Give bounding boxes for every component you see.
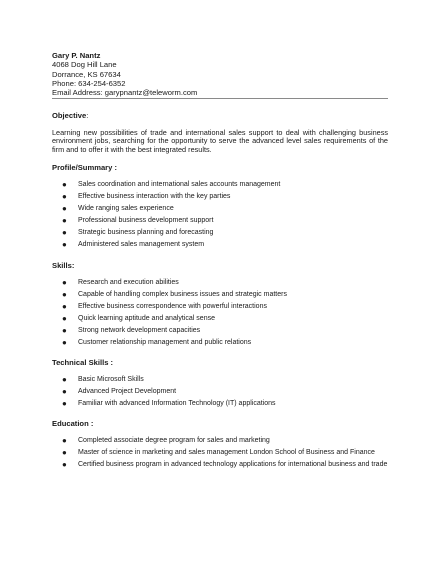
list-item-text: Administered sales management system [78,241,205,248]
bullet-icon: ● [62,326,67,335]
bullet-icon: ● [62,290,67,299]
list-item-text: Strategic business planning and forecasting [78,229,214,236]
technical-list [62,376,388,408]
bullet-icon: ● [62,192,67,201]
bullet-icon: ● [62,302,67,311]
list-item-text: Strong network development capacities [78,327,201,334]
list-item-text: Capable of handling complex business issues and strategic matters [78,291,287,298]
list-item [62,339,388,347]
bullet-icon: ● [62,180,67,189]
education-colon: : [88,419,94,428]
profile-heading [52,163,117,172]
objective-title: Objective [52,111,87,120]
list-item-text: Effective business interaction with the key parties [78,193,231,200]
contact-header [52,51,197,97]
list-item [62,437,388,445]
profile-list [62,181,388,249]
list-item [62,376,388,384]
list-item [62,303,388,311]
objective-colon: : [86,111,89,120]
skills-title: Skills [52,261,72,270]
bullet-icon: ● [62,436,67,445]
bullet-icon: ● [62,399,67,408]
list-item [62,291,388,299]
bullet-icon: ● [62,228,67,237]
bullet-icon: ● [62,216,67,225]
email-address: Email Address: garypnantz@teleworm.com [52,88,198,98]
list-item-text: Master of science in marketing and sales management London School of Business and Finance [78,449,375,456]
list-item-text: Professional business development support [78,217,214,224]
list-item-text: Customer relationship management and public relations [78,339,252,346]
address-line-2: Dorrance, KS 67634 [52,69,121,79]
education-heading [52,419,93,428]
list-item [62,327,388,335]
technical-colon: : [108,358,114,367]
bullet-icon: ● [62,387,67,396]
education-list [62,437,388,469]
list-item [62,229,388,237]
bullet-icon: ● [62,338,67,347]
technical-title: Technical Skills [52,358,109,367]
bullet-icon: ● [62,375,67,384]
skills-heading [52,261,74,270]
phone-number: Phone: 634-254-6352 [52,78,126,88]
bullet-icon: ● [62,204,67,213]
list-item [62,388,388,396]
list-item [62,315,388,323]
list-item [62,193,388,201]
list-item-text: Wide ranging sales experience [78,205,174,212]
list-item [62,217,388,225]
bullet-icon: ● [62,278,67,287]
skills-list [62,279,388,347]
objective-heading [52,111,88,120]
technical-heading [52,358,113,367]
list-item [62,400,388,408]
skills-colon: : [71,261,75,270]
list-item [62,205,388,213]
list-item-text: Sales coordination and international sales accounts management [78,181,281,188]
list-item [62,241,388,249]
list-item [62,181,388,189]
objective-text: Learning new possibilities of trade and international sales support to deal with challenging business environment jobs, searching for the opportunity to serve the advanced level sales requirements of the firm and to offer it with the best integrated results. [52,128,388,154]
list-item-text: Effective business correspondence with powerful interactions [78,303,267,310]
list-item-text: Completed associate degree program for sales and marketing [78,437,270,444]
bullet-icon: ● [62,314,67,323]
profile-title: Profile/Summary [52,163,113,172]
education-title: Education [52,419,89,428]
list-item-text: Research and execution abilities [78,279,179,286]
list-item-text: Basic Microsoft Skills [78,376,144,383]
list-item-text: Familiar with advanced Information Technology (IT) applications [78,400,276,407]
list-item [62,461,388,469]
bullet-icon: ● [62,448,67,457]
profile-colon: : [112,163,117,172]
list-item-text: Certified business program in advanced technology applications for international business and trade [78,461,388,468]
bullet-icon: ● [62,460,67,469]
applicant-name: Gary P. Nantz [52,51,101,60]
list-item-text: Advanced Project Development [78,388,177,395]
header-divider [52,98,388,99]
bullet-icon: ● [62,240,67,249]
list-item [62,449,388,457]
list-item-text: Quick learning aptitude and analytical sense [78,315,215,322]
list-item [62,279,388,287]
address-line-1: 4068 Dog Hill Lane [52,60,117,70]
